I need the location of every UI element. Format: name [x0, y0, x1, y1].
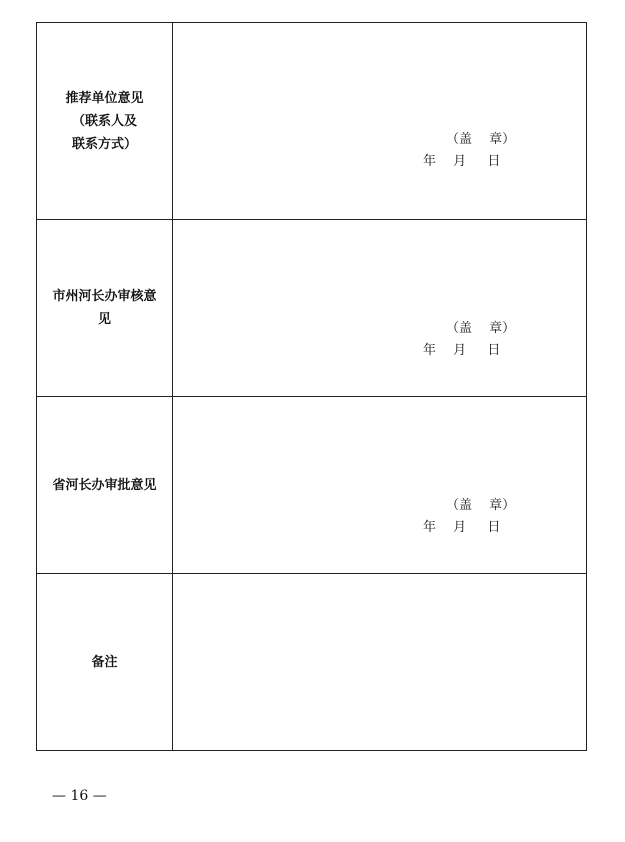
label-line: 省河长办审批意见 — [52, 477, 157, 493]
page-number: — 16 — — [52, 788, 107, 804]
stamp-label: （盖 章） — [446, 132, 516, 147]
row-city-review — [37, 220, 587, 397]
approval-form-table — [36, 22, 587, 751]
stamp-date-block — [423, 495, 515, 539]
label-line: 市州河长办审核意 — [52, 289, 157, 304]
stamp-date-block — [423, 318, 515, 362]
label-line: 见 — [97, 312, 111, 327]
date-label: 年 月 日 — [423, 343, 501, 358]
date-label: 年 月 日 — [423, 154, 501, 169]
opinion-field-province-approval[interactable] — [173, 397, 587, 574]
label-line: 推荐单位意见 — [65, 90, 144, 106]
label-remarks — [37, 574, 173, 751]
row-remarks — [37, 574, 587, 751]
stamp-date-block — [423, 129, 515, 173]
opinion-field-recommending-unit[interactable] — [173, 23, 587, 220]
date-label: 年 月 日 — [423, 520, 501, 535]
label-city-review — [37, 220, 173, 397]
row-province-approval — [37, 397, 587, 574]
label-recommending-unit — [37, 23, 173, 220]
label-province-approval — [37, 397, 173, 574]
opinion-field-city-review[interactable] — [173, 220, 587, 397]
label-line: （联系人及 — [71, 113, 137, 129]
stamp-label: （盖 章） — [446, 498, 516, 513]
stamp-label: （盖 章） — [446, 321, 516, 336]
label-line: 备注 — [91, 654, 118, 670]
label-line: 联系方式） — [71, 136, 137, 152]
row-recommending-unit — [37, 23, 587, 220]
remarks-field[interactable] — [173, 574, 587, 751]
